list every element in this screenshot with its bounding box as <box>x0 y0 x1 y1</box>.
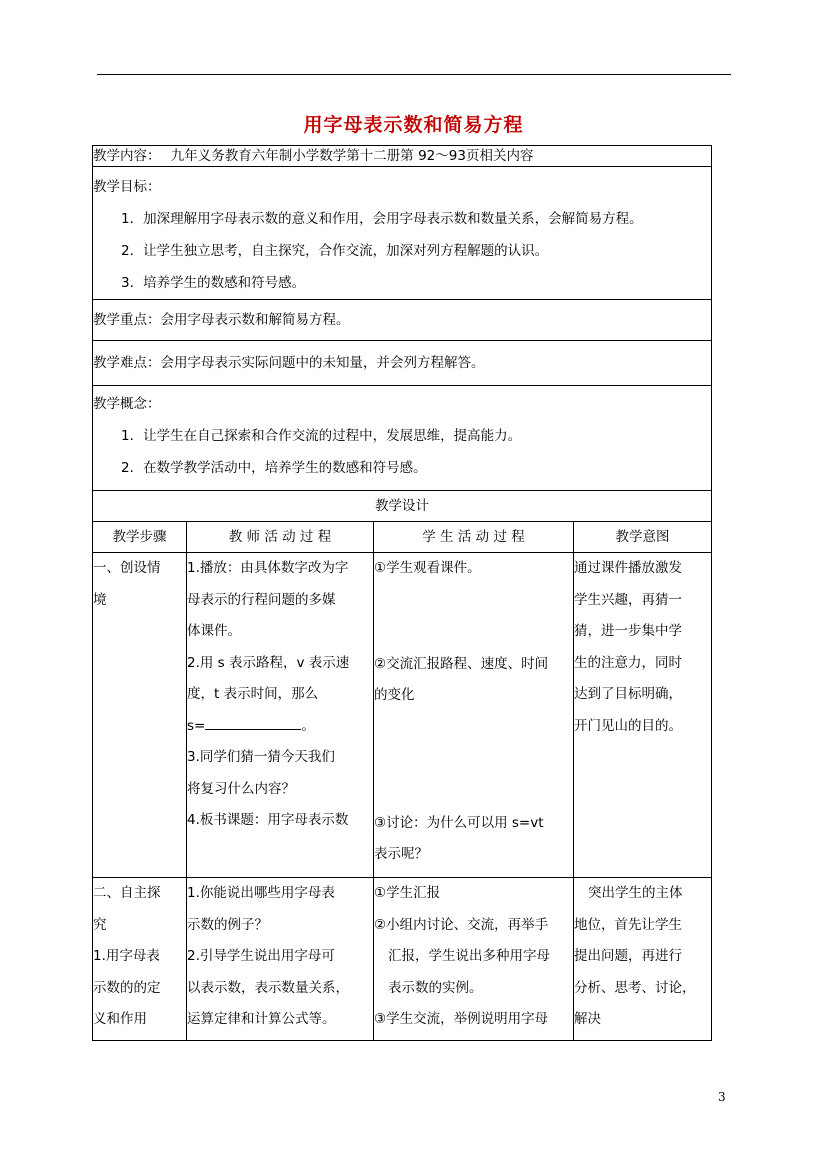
content-text: 九年义务教育六年制小学数学第十二册第 92～93页相关内容 <box>170 148 534 164</box>
content-label: 教学内容： <box>93 148 161 164</box>
goal-item-2: 2．让学生独立思考，自主探究，合作交流，加深对列方程解题的认识。 <box>121 243 549 259</box>
page-number: 3 <box>718 1090 726 1104</box>
teacher-cell: 1.播放：由具体数字改为字 母表示的行程问题的多媒 体课件。 2.用 s 表示路程，v 表示速 度，t 表示时间，那么 s= 。 3.同学们猜一猜今天我们 将复习什么内容？ 4.板书课题：用字母表示数 <box>187 553 374 878</box>
column-header-intent: 教学意图 <box>574 522 712 553</box>
teacher-cell: 1.你能说出哪些用字母表 示数的例子？ 2.引导学生说出用字母可 以表示数，表示数量关系， 运算定律和计算公式等。 <box>187 878 374 1041</box>
goals-label: 教学目标： <box>93 179 161 195</box>
column-header-teacher: 教 师 活 动 过 程 <box>187 522 374 553</box>
column-header-student: 学 生 活 动 过 程 <box>374 522 574 553</box>
design-heading: 教学设计 <box>93 491 712 522</box>
concepts-label: 教学概念： <box>93 396 161 412</box>
step-cell: 一、创设情 境 <box>93 553 187 878</box>
design-row-1 <box>93 553 712 878</box>
concept-item-1: 1．让学生在自己探索和合作交流的过程中，发展思维，提高能力。 <box>121 428 522 444</box>
formula-line: s= 。 <box>187 711 373 743</box>
step-cell: 二、自主探 究 1.用字母表 示数的的定 义和作用 <box>93 878 187 1041</box>
lesson-plan-table <box>92 145 711 1041</box>
student-cell: ①学生观看课件。 ②交流汇报路程、速度、时间 的变化 ③讨论：为什么可以用 s=vt 表示呢？ <box>374 553 574 878</box>
header-rule <box>97 74 731 75</box>
goal-item-1: 1．加深理解用字母表示数的意义和作用，会用字母表示数和数量关系，会解简易方程。 <box>121 211 643 227</box>
column-header-step: 教学步骤 <box>93 522 187 553</box>
difficulty-text: 教学难点：会用字母表示实际问题中的未知量，并会列方程解答。 <box>93 355 485 371</box>
goals-section <box>93 167 712 300</box>
content-section <box>93 146 712 167</box>
student-cell: ①学生汇报 ②小组内讨论、交流，再举手 汇报，学生说出多种用字母 表示数的实例。 ③学生交流，举例说明用字母 <box>374 878 574 1041</box>
concept-item-2: 2．在数学教学活动中，培养学生的数感和符号感。 <box>121 460 427 476</box>
difficulty-section <box>93 341 712 386</box>
intent-cell: 通过课件播放激发 学生兴趣，再猜一 猜，进一步集中学 生的注意力，同时 达到了目标明确， 开门见山的目的。 <box>574 553 712 878</box>
concepts-section <box>93 386 712 491</box>
answer-blank <box>205 715 301 730</box>
key-point-text: 教学重点：会用字母表示数和解简易方程。 <box>93 312 350 328</box>
document-title: 用字母表示数和简易方程 <box>303 114 524 136</box>
goal-item-3: 3．培养学生的数感和符号感。 <box>121 275 306 291</box>
key-point-section <box>93 300 712 341</box>
design-row-2 <box>93 878 712 1041</box>
intent-cell: 突出学生的主体 地位，首先让学生 提出问题，再进行 分析、思考、讨论， 解决 <box>574 878 712 1041</box>
